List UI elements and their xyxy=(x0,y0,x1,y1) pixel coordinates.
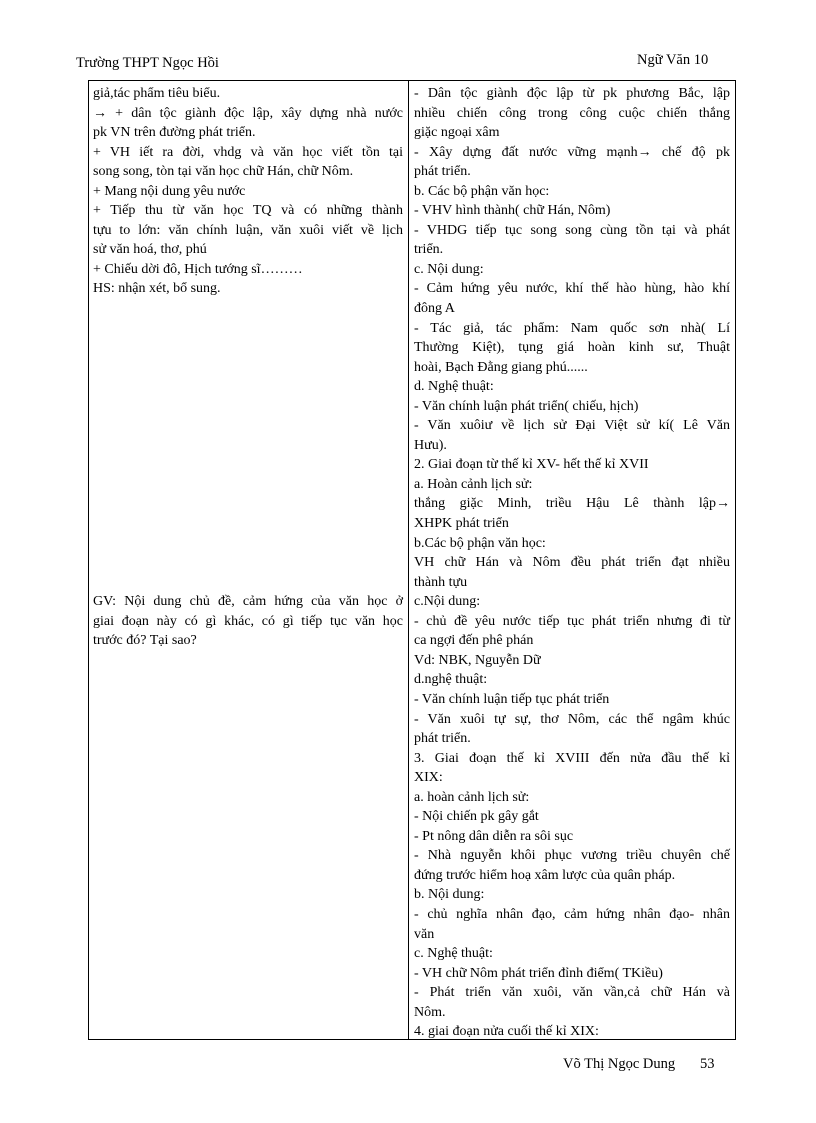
paragraph xyxy=(414,143,730,182)
paragraph xyxy=(414,788,730,808)
text-line: giặc ngoại xâm xyxy=(414,125,500,141)
text-line: + VH iết ra đời, vhdg và văn học viết tồn tại xyxy=(93,144,403,160)
text-line: - Văn chính luận tiếp tục phát triển xyxy=(414,691,610,707)
text-line: d. Nghệ thuật: xyxy=(414,379,494,395)
paragraph xyxy=(93,182,403,202)
text-line: + Tiếp thu từ văn học TQ và có những thành xyxy=(93,203,403,219)
school-name: Trường THPT Ngọc Hồi xyxy=(76,55,219,71)
text-line: - VHV hình thành( chữ Hán, Nôm) xyxy=(414,203,611,219)
paragraph xyxy=(414,827,730,847)
paragraph xyxy=(93,84,403,104)
paragraph xyxy=(414,885,730,905)
paragraph xyxy=(414,182,730,202)
paragraph xyxy=(414,983,730,1022)
text-line: đứng trước hiểm hoạ xâm lược của quân pháp. xyxy=(414,867,676,883)
text-line: trước đó? Tại sao? xyxy=(93,633,197,649)
text-line: + Chiếu dời đô, Hịch tướng sĩ……… xyxy=(93,261,303,277)
text-line: pk VN trên đường phát triển. xyxy=(93,125,256,141)
text-line: Hưu). xyxy=(414,437,447,453)
text-line: Vd: NBK, Nguyễn Dữ xyxy=(414,652,541,668)
paragraph xyxy=(414,279,730,318)
paragraph xyxy=(414,670,730,690)
text-line: nhiều chiến công trong công cuộc chiến thắng xyxy=(414,105,730,121)
text-line: văn xyxy=(414,926,435,942)
text-line: VH chữ Hán và Nôm đều phát triển đạt nhiều xyxy=(414,555,730,571)
text-line: sử văn hoá, thơ, phú xyxy=(93,242,207,258)
text-line: - Nội chiến pk gây gắt xyxy=(414,809,539,825)
text-line: Nôm. xyxy=(414,1004,446,1020)
paragraph xyxy=(93,260,403,280)
text-line: b. Nội dung: xyxy=(414,887,485,903)
text-line: - VHDG tiếp tục song song cùng tồn tại và phát xyxy=(414,222,730,238)
right-cell xyxy=(414,84,730,1042)
text-line: 2. Giai đoạn từ thế kỉ XV- hết thế kỉ XVII xyxy=(414,457,649,473)
text-line: - Pt nông dân diễn ra sôi sục xyxy=(414,828,574,844)
text-line: b. Các bộ phận văn học: xyxy=(414,183,550,199)
text-line: tựu to lớn: văn chính luận, văn xuôi viết về lịch xyxy=(93,222,403,238)
text-line: thành tựu xyxy=(414,574,468,590)
page-number: 53 xyxy=(700,1056,715,1072)
text-line: phát triển. xyxy=(414,731,471,747)
paragraph xyxy=(414,377,730,397)
paragraph xyxy=(414,475,730,495)
paragraph xyxy=(93,279,403,299)
text-line: a. hoàn cảnh lịch sử: xyxy=(414,789,530,805)
paragraph xyxy=(414,690,730,710)
text-line: HS: nhận xét, bổ sung. xyxy=(93,281,221,297)
text-line: b.Các bộ phận văn học: xyxy=(414,535,546,551)
paragraph xyxy=(414,846,730,885)
text-line: XHPK phát triển xyxy=(414,516,509,532)
text-line: - Phát triển văn xuôi, văn vần,cả chữ Hán và xyxy=(414,985,730,1001)
author-name: Võ Thị Ngọc Dung xyxy=(563,1056,676,1072)
paragraph xyxy=(414,944,730,964)
paragraph xyxy=(414,84,730,143)
text-line: hoài, Bạch Đằng giang phú...... xyxy=(414,359,588,375)
paragraph xyxy=(414,534,730,554)
text-line: XIX: xyxy=(414,770,443,786)
text-line: + Mang nội dung yêu nước xyxy=(93,183,246,199)
left-cell xyxy=(93,84,403,649)
paragraph xyxy=(414,221,730,260)
paragraph xyxy=(414,651,730,671)
text-line: thắng giặc Minh, triều Hậu Lê thành lập→ xyxy=(414,496,730,512)
paragraph xyxy=(93,143,403,182)
paragraph xyxy=(414,807,730,827)
text-line: a. Hoàn cảnh lịch sử: xyxy=(414,476,533,492)
paragraph xyxy=(414,592,730,612)
paragraph xyxy=(414,455,730,475)
paragraph xyxy=(414,494,730,533)
text-line: giả,tác phẩm tiêu biểu. xyxy=(93,86,221,101)
text-line: đông A xyxy=(414,301,455,317)
text-line: - Nhà nguyễn khôi phục vương triều chuyên chế xyxy=(414,848,730,864)
text-line: 4. giai đoạn nửa cuối thế kỉ XIX: xyxy=(414,1024,599,1040)
text-line: Thường Kiệt), tụng giá hoàn kinh sư, Thuật xyxy=(414,340,730,356)
text-line: - Tác giả, tác phẩm: Nam quốc sơn nhà( Lí xyxy=(414,320,730,336)
text-line: giai đoạn này có gì khác, có gì tiếp tục văn học xyxy=(93,613,403,629)
paragraph xyxy=(414,201,730,221)
paragraph xyxy=(414,749,730,788)
text-line: phát triển. xyxy=(414,164,471,180)
text-line: 3. Giai đoạn thế kỉ XVIII đến nửa đầu thế kỉ xyxy=(414,750,730,766)
paragraph xyxy=(93,592,403,651)
paragraph xyxy=(414,319,730,378)
text-line: - VH chữ Nôm phát triển đỉnh điểm( TKiều) xyxy=(414,965,663,981)
text-line: c.Nội dung: xyxy=(414,594,481,610)
paragraph xyxy=(414,964,730,984)
teacher-question xyxy=(93,592,403,651)
text-line: c. Nghệ thuật: xyxy=(414,946,493,962)
text-line: → + dân tộc giành độc lập, xây dựng nhà nước xyxy=(93,105,403,121)
text-line: - Văn xuôiư về lịch sử Đại Việt sử kí( Lê Văn xyxy=(414,418,730,434)
paragraph xyxy=(93,104,403,143)
paragraph xyxy=(414,553,730,592)
text-line: triển. xyxy=(414,242,444,258)
text-line: - Cảm hứng yêu nước, khí thế hào hùng, hào khí xyxy=(414,281,730,297)
subject-title: Ngữ Văn 10 xyxy=(637,52,709,68)
paragraph xyxy=(414,612,730,651)
text-line: - chủ nghĩa nhân đạo, cảm hứng nhân đạo- nhân xyxy=(414,906,730,922)
text-line: GV: Nội dung chủ đề, cảm hứng của văn học ở xyxy=(93,594,403,609)
text-line: - Xây dựng đất nước vững mạnh→ chế độ pk xyxy=(414,144,730,160)
text-line: song song, tòn tại văn học chữ Hán, chữ Nôm. xyxy=(93,164,354,180)
lesson-table xyxy=(88,80,736,1040)
text-line: d.nghệ thuật: xyxy=(414,672,488,688)
paragraph xyxy=(93,201,403,260)
column-divider xyxy=(408,81,409,1039)
text-line: c. Nội dung: xyxy=(414,261,484,277)
paragraph xyxy=(414,260,730,280)
paragraph xyxy=(414,905,730,944)
text-line: - Dân tộc giành độc lập từ pk phương Bắc, lập xyxy=(414,86,730,101)
paragraph xyxy=(414,397,730,417)
paragraph xyxy=(414,1022,730,1042)
paragraph xyxy=(414,710,730,749)
text-line: ca ngợi đến phê phán xyxy=(414,633,534,649)
text-line: - Văn chính luận phát triển( chiếu, hịch) xyxy=(414,398,639,414)
text-line: - chủ đề yêu nước tiếp tục phát triển nhưng đi từ xyxy=(414,613,730,629)
text-line: - Văn xuôi tự sự, thơ Nôm, các thể ngâm khúc xyxy=(414,711,730,727)
paragraph xyxy=(414,416,730,455)
